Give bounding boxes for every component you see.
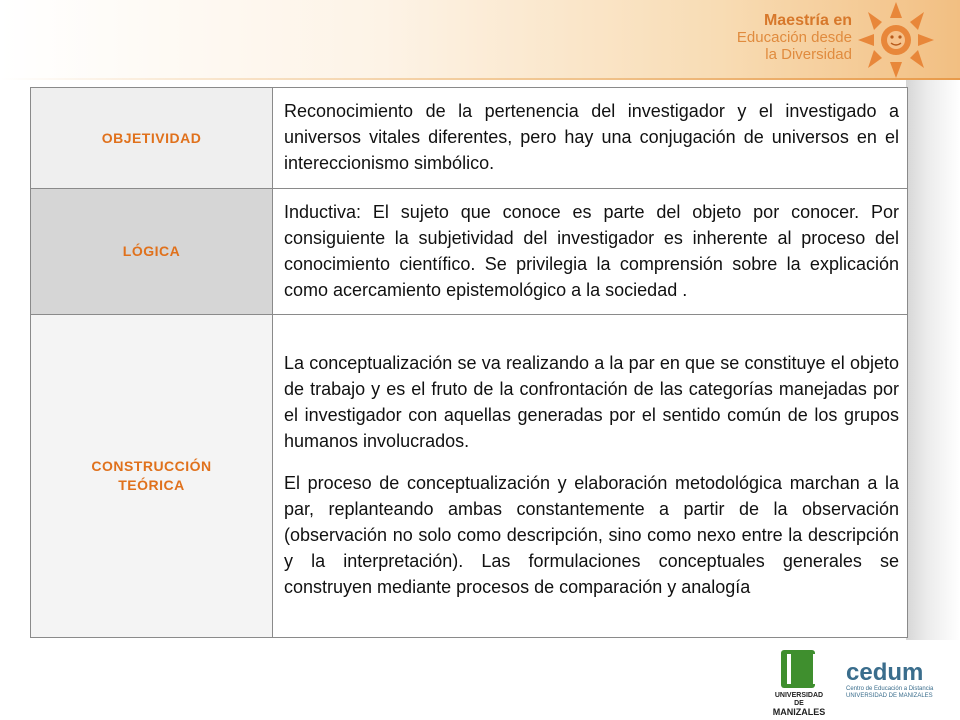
row-label: OBJETIVIDAD bbox=[31, 88, 273, 189]
logo-line-2: Educación desde bbox=[736, 29, 852, 46]
logo-line-1: Maestría en bbox=[763, 12, 852, 29]
paragraph: Inductiva: El sujeto que conoce es parte del objeto por conocer. Por consiguiente la subjetividad del investigador es inherente al proceso del conocimiento científico. Se privilegia la comprensión sobre la explicación como acercamiento epistemológico a la sociedad . bbox=[284, 201, 899, 300]
paragraph: La conceptualización se va realizando a la par en que se constituye el objeto de trabajo y es el fruto de la confrontación de las categorías manejadas por el investigador con aquellas generadas por el sentido común de los grupos humanos involucrados. bbox=[284, 353, 899, 451]
university-name-line1: UNIVERSIDAD DE bbox=[774, 692, 824, 707]
university-name bbox=[770, 692, 828, 718]
university-name-line2: MANIZALES bbox=[772, 707, 826, 717]
table-row bbox=[31, 189, 908, 315]
logo-line-3: la Diversidad bbox=[765, 46, 852, 63]
university-logo bbox=[770, 650, 826, 716]
header-divider bbox=[0, 78, 960, 80]
paragraph: Reconocimiento de la pertenencia del investigador y el investigado a universos vitales diferentes, pero hay una conjugación de universos en el intereccionismo simbólico. bbox=[284, 101, 899, 173]
cedum-name: cedum bbox=[846, 659, 924, 686]
row-label: LÓGICA bbox=[31, 189, 273, 315]
table-row bbox=[31, 315, 908, 638]
characteristics-table bbox=[30, 87, 908, 638]
table-row bbox=[31, 88, 908, 189]
footer-logos bbox=[760, 648, 960, 720]
program-logo-text bbox=[712, 12, 852, 63]
paragraph: El proceso de conceptualización y elaboración metodológica marchan a la par, replanteando ambas constantemente a partir de la observación (observación no solo como descripción, sino como nexo entre la descripción y la interpretación). Las formulaciones conceptuales generales se construyen mediante procesos de comparación y analogía bbox=[284, 473, 899, 597]
row-description bbox=[273, 88, 908, 189]
page-shadow bbox=[906, 80, 960, 640]
row-description bbox=[273, 315, 908, 638]
row-description bbox=[273, 189, 908, 315]
sun-logo-icon bbox=[854, 0, 938, 80]
row-label bbox=[31, 315, 273, 638]
cedum-logo bbox=[846, 660, 956, 710]
university-shield-icon bbox=[781, 650, 815, 688]
cedum-subtitle: Centro de Educación a Distancia UNIVERSIDAD DE MANIZALES bbox=[846, 686, 934, 699]
row-label-text: CONSTRUCCIÓN TEÓRICA bbox=[91, 458, 212, 493]
